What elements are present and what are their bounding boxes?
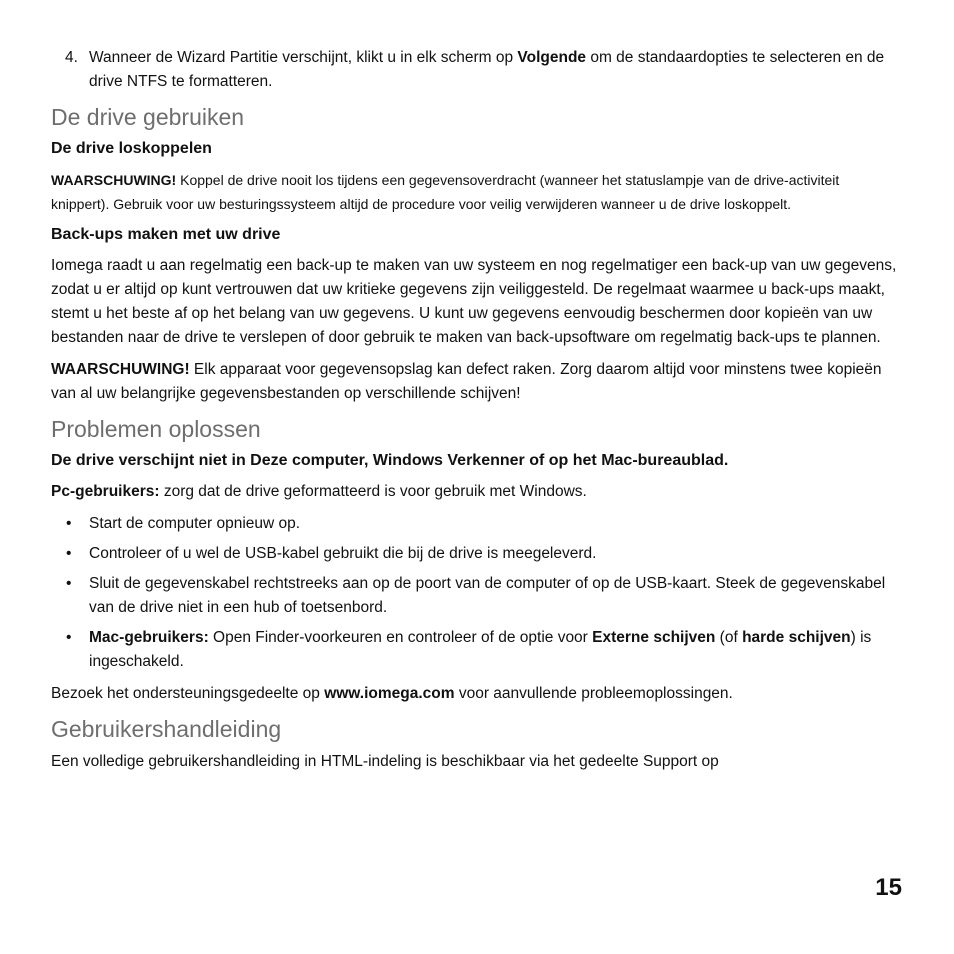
mac-users-label: Mac-gebruikers: bbox=[89, 629, 209, 646]
visit-text-a: Bezoek het ondersteuningsgedeelte op bbox=[51, 685, 325, 702]
pc-users-text: zorg dat de drive geformatteerd is voor gebruik met Windows. bbox=[159, 483, 587, 500]
list-item-text: Sluit de gegevenskabel rechtstreeks aan op de poort van de computer of op de USB-kaart. Steek de gegevenskabel van de drive niet in een hub of toetsenbord. bbox=[89, 575, 886, 616]
warning-label: WAARSCHUWING! bbox=[51, 361, 190, 378]
list-item bbox=[51, 542, 901, 566]
visit-support-paragraph bbox=[51, 682, 901, 706]
section-heading-use-drive: De drive gebruiken bbox=[51, 104, 245, 130]
step-4 bbox=[51, 46, 901, 94]
step-number: 4. bbox=[65, 49, 78, 66]
backups-paragraph: Iomega raadt u aan regelmatig een back-up te maken van uw systeem en nog regelmatiger een back-up van uw gegevens, zodat u er altijd op kunt vertrouwen dat uw kritieke gegevens zijn veiliggesteld. De regelmaat waarmee u back-ups maakt, stemt u het beste af op het belang van uw gegevens. U kunt uw gegevens eenvoudig beschermen door kopieën van uw bestanden naar de drive te verslepen of door gebruik te maken van back-upsoftware om regelmatig back-ups te plannen. bbox=[51, 257, 897, 346]
section-heading-manual: Gebruikershandleiding bbox=[51, 716, 282, 742]
list-item-text: Start de computer opnieuw op. bbox=[89, 515, 301, 532]
document-page bbox=[51, 46, 901, 782]
warning-disconnect bbox=[51, 168, 901, 216]
manual-paragraph: Een volledige gebruikershandleiding in HTML-indeling is beschikbaar via het gedeelte Support op bbox=[51, 753, 719, 770]
bullet-icon: • bbox=[66, 545, 72, 562]
page-number: 15 bbox=[875, 874, 902, 901]
subheading-drive-not-showing: De drive verschijnt niet in Deze computer, Windows Verkenner of op het Mac-bureaublad. bbox=[51, 452, 729, 469]
mac-text-b: (of bbox=[715, 629, 743, 646]
step-bold-next: Volgende bbox=[517, 49, 587, 66]
warning-text: Koppel de drive nooit los tijdens een gegevensoverdracht (wanneer het statuslampje van de drive-activiteit knippert). Gebruik voor uw besturingssysteem altijd de procedure voor veilig verwijderen wanneer u de drive loskoppelt. bbox=[51, 172, 840, 212]
pc-users-label: Pc-gebruikers: bbox=[51, 483, 160, 500]
step-text-a: Wanneer de Wizard Partitie verschijnt, klikt u in elk scherm op bbox=[89, 49, 518, 66]
warning-backups bbox=[51, 358, 901, 406]
subheading-disconnect: De drive loskoppelen bbox=[51, 140, 212, 157]
bullet-icon: • bbox=[66, 515, 72, 532]
bullet-icon: • bbox=[66, 575, 72, 592]
bullet-icon: • bbox=[66, 629, 72, 646]
list-item-text: Controleer of u wel de USB-kabel gebruikt die bij de drive is meegeleverd. bbox=[89, 545, 597, 562]
mac-bold-external-disks: Externe schijven bbox=[592, 629, 716, 646]
support-link[interactable]: www.iomega.com bbox=[324, 685, 455, 702]
mac-text-c: ) is ingeschakeld. bbox=[89, 629, 872, 670]
troubleshooting-list bbox=[51, 512, 901, 674]
subheading-backups: Back-ups maken met uw drive bbox=[51, 226, 281, 243]
warning-label: WAARSCHUWING! bbox=[51, 172, 177, 188]
warning-text: Elk apparaat voor gegevensopslag kan defect raken. Zorg daarom altijd voor minstens twee kopieën van al uw belangrijke gegevensbestanden op verschillende schijven! bbox=[51, 361, 882, 402]
mac-bold-hard-disks: harde schijven bbox=[742, 629, 851, 646]
visit-text-b: voor aanvullende probleemoplossingen. bbox=[454, 685, 733, 702]
section-heading-troubleshooting: Problemen oplossen bbox=[51, 416, 261, 442]
list-item bbox=[51, 572, 901, 620]
list-item-mac bbox=[51, 626, 901, 674]
pc-users-paragraph bbox=[51, 480, 901, 504]
list-item bbox=[51, 512, 901, 536]
step-text-b: om de standaardopties te selecteren en de drive NTFS te formatteren. bbox=[89, 49, 885, 90]
mac-text-a: Open Finder-voorkeuren en controleer of de optie voor bbox=[208, 629, 593, 646]
